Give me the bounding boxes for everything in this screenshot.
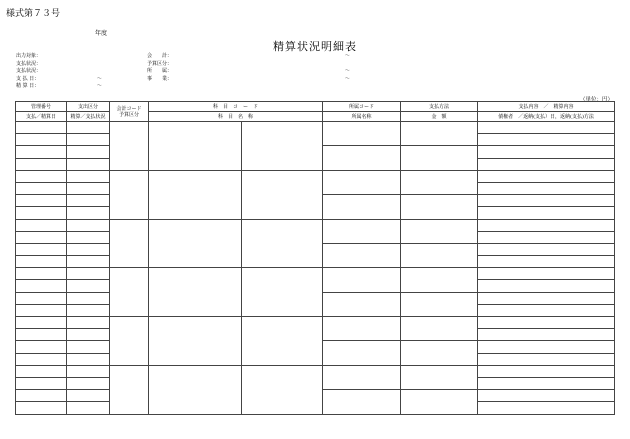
cell-control-number <box>16 231 67 243</box>
cell-control-number <box>16 365 67 377</box>
cell-expenditure-type <box>67 182 110 194</box>
cell-expenditure-type <box>67 292 110 304</box>
cell-payment-content <box>478 256 615 268</box>
range-tilde: ～ <box>345 75 351 82</box>
cell-expenditure-type <box>67 341 110 353</box>
cell-expenditure-type <box>67 304 110 316</box>
cell-account-code <box>110 219 149 268</box>
cell-payment-content <box>478 195 615 207</box>
cell-department <box>323 146 401 170</box>
cell-control-number <box>16 341 67 353</box>
cell-control-number <box>16 219 67 231</box>
cell-account-code <box>110 365 149 414</box>
cell-payment-method <box>401 390 478 414</box>
cell-payment-content <box>478 134 615 146</box>
cell-account-code <box>110 317 149 366</box>
meta-project: 事 業： <box>147 75 173 82</box>
cell-expenditure-type <box>67 353 110 365</box>
cell-control-number <box>16 329 67 341</box>
cell-control-number <box>16 243 67 255</box>
meta-payment-status-1: 支払状況： <box>16 60 42 67</box>
cell-payment-method <box>401 365 478 389</box>
cell-department <box>323 219 401 243</box>
fiscal-year-label: 年度 <box>95 30 108 37</box>
cell-payment-method <box>401 122 478 146</box>
cell-expenditure-type <box>67 158 110 170</box>
cell-item-code <box>149 317 242 366</box>
cell-control-number <box>16 158 67 170</box>
cell-item-code <box>149 170 242 219</box>
cell-control-number <box>16 134 67 146</box>
cell-item-name <box>242 317 323 366</box>
col-header-creditor-detail: 債権者 ／返納(支払）日，返納(支払)方法 <box>478 112 615 122</box>
range-tilde: ～ <box>345 68 351 74</box>
cell-payment-content <box>478 377 615 389</box>
cell-item-name <box>242 219 323 268</box>
range-tilde <box>97 61 102 69</box>
cell-payment-content <box>478 390 615 402</box>
table-row <box>16 365 615 377</box>
col-header-settlement-status: 精算／支払状況 <box>67 112 110 122</box>
document-title: 精算状況明細表 <box>273 40 357 53</box>
cell-expenditure-type <box>67 317 110 329</box>
cell-item-name <box>242 268 323 317</box>
cell-control-number <box>16 402 67 414</box>
cell-department <box>323 341 401 365</box>
cell-expenditure-type <box>67 207 110 219</box>
cell-item-name <box>242 170 323 219</box>
settlement-detail-table <box>15 101 615 415</box>
cell-payment-content <box>478 304 615 316</box>
col-header-payment-content: 支払内容 ／ 精算内容 <box>478 102 615 112</box>
cell-payment-content <box>478 280 615 292</box>
col-header-payment-date: 支払／精算日 <box>16 112 67 122</box>
cell-department <box>323 170 401 194</box>
cell-expenditure-type <box>67 365 110 377</box>
cell-payment-content <box>478 182 615 194</box>
cell-payment-method <box>401 195 478 219</box>
col-header-department-name: 所属名称 <box>323 112 401 122</box>
meta-budget-division: 予算区分： <box>147 60 173 67</box>
cell-control-number <box>16 170 67 182</box>
range-tilde: ～ <box>345 53 351 59</box>
cell-item-code <box>149 219 242 268</box>
cell-payment-content <box>478 146 615 158</box>
col-header-account-code <box>110 102 149 122</box>
meta-mid-labels <box>147 53 172 91</box>
cell-payment-content <box>478 317 615 329</box>
cell-department <box>323 268 401 292</box>
cell-account-code <box>110 170 149 219</box>
table-row <box>16 122 615 134</box>
cell-payment-content <box>478 365 615 377</box>
unit-label: （単位：円） <box>580 97 614 103</box>
table-row <box>16 219 615 231</box>
cell-payment-content <box>478 268 615 280</box>
table-row <box>16 268 615 280</box>
cell-control-number <box>16 146 67 158</box>
cell-expenditure-type <box>67 377 110 389</box>
meta-department: 所 属： <box>147 68 173 74</box>
cell-payment-method <box>401 341 478 365</box>
cell-department <box>323 365 401 389</box>
range-tilde: ～ <box>97 75 103 82</box>
cell-control-number <box>16 195 67 207</box>
cell-control-number <box>16 353 67 365</box>
cell-item-name <box>242 365 323 414</box>
cell-control-number <box>16 377 67 389</box>
cell-item-code <box>149 122 242 171</box>
cell-expenditure-type <box>67 280 110 292</box>
cell-expenditure-type <box>67 243 110 255</box>
cell-item-code <box>149 268 242 317</box>
cell-payment-content <box>478 292 615 304</box>
cell-payment-content <box>478 158 615 170</box>
cell-payment-content <box>478 122 615 134</box>
header-row-2 <box>16 112 615 122</box>
range-tilde: ～ <box>97 83 103 89</box>
cell-payment-method <box>401 146 478 170</box>
cell-payment-content <box>478 402 615 414</box>
cell-expenditure-type <box>67 231 110 243</box>
cell-control-number <box>16 268 67 280</box>
cell-payment-method <box>401 292 478 316</box>
cell-payment-content <box>478 219 615 231</box>
cell-control-number <box>16 256 67 268</box>
cell-department <box>323 122 401 146</box>
cell-expenditure-type <box>67 122 110 134</box>
cell-account-code <box>110 122 149 171</box>
meta-settlement-date: 精 算 日： <box>16 83 40 89</box>
form-number: 様式第７３号 <box>6 9 61 19</box>
cell-payment-method <box>401 170 478 194</box>
cell-item-code <box>149 365 242 414</box>
cell-expenditure-type <box>67 268 110 280</box>
meta-output-target: 出力対象： <box>16 53 42 59</box>
cell-control-number <box>16 390 67 402</box>
col-header-item-name: 科 目 名 称 <box>149 112 323 122</box>
cell-expenditure-type <box>67 146 110 158</box>
cell-expenditure-type <box>67 219 110 231</box>
cell-expenditure-type <box>67 195 110 207</box>
cell-payment-method <box>401 243 478 267</box>
range-tilde <box>97 68 102 76</box>
table-row <box>16 317 615 329</box>
cell-expenditure-type <box>67 256 110 268</box>
cell-control-number <box>16 182 67 194</box>
cell-expenditure-type <box>67 329 110 341</box>
range-tilde <box>345 61 350 69</box>
cell-expenditure-type <box>67 390 110 402</box>
col-header-expenditure-type: 支出区分 <box>67 102 110 112</box>
meta-left-labels <box>16 53 41 91</box>
cell-expenditure-type <box>67 402 110 414</box>
cell-item-name <box>242 122 323 171</box>
col-header-amount: 金 額 <box>401 112 478 122</box>
range-tilde <box>345 83 350 91</box>
col-header-department-code: 所属コード <box>323 102 401 112</box>
meta-left-ranges <box>97 53 102 91</box>
cell-payment-content <box>478 243 615 255</box>
cell-payment-content <box>478 207 615 219</box>
header-row-1 <box>16 102 615 112</box>
cell-control-number <box>16 304 67 316</box>
cell-payment-content <box>478 231 615 243</box>
meta-account: 会 計： <box>147 53 173 59</box>
col-header-item-code: 科 目 コ ー ド <box>149 102 323 112</box>
cell-expenditure-type <box>67 134 110 146</box>
cell-payment-content <box>478 341 615 353</box>
cell-control-number <box>16 207 67 219</box>
col-header-payment-method: 支払方法 <box>401 102 478 112</box>
meta-right-ranges <box>345 53 350 91</box>
col-header-control-number: 管理番号 <box>16 102 67 112</box>
cell-control-number <box>16 292 67 304</box>
cell-department <box>323 195 401 219</box>
cell-payment-method <box>401 219 478 243</box>
cell-control-number <box>16 122 67 134</box>
cell-payment-content <box>478 329 615 341</box>
cell-expenditure-type <box>67 170 110 182</box>
cell-control-number <box>16 280 67 292</box>
range-tilde <box>97 53 102 61</box>
budget-division-label: 予算区分 <box>118 111 139 118</box>
cell-payment-content <box>478 353 615 365</box>
cell-department <box>323 390 401 414</box>
cell-payment-content <box>478 170 615 182</box>
meta-empty <box>147 83 172 91</box>
meta-payment-date: 支 払 日： <box>16 75 40 82</box>
table-row <box>16 170 615 182</box>
cell-account-code <box>110 268 149 317</box>
cell-payment-method <box>401 317 478 341</box>
account-code-label: 会計コード <box>116 105 142 112</box>
cell-department <box>323 243 401 267</box>
cell-payment-method <box>401 268 478 292</box>
cell-department <box>323 317 401 341</box>
meta-payment-status-2: 支払状況： <box>16 68 42 74</box>
cell-control-number <box>16 317 67 329</box>
cell-department <box>323 292 401 316</box>
